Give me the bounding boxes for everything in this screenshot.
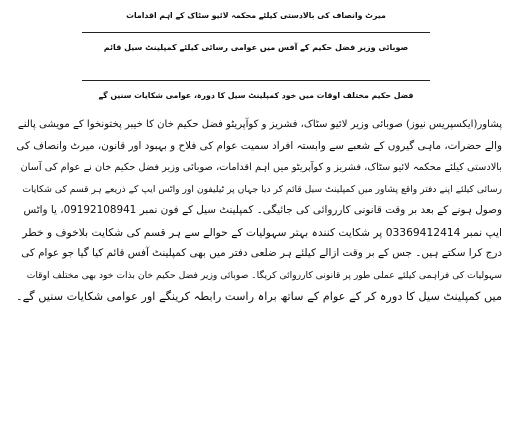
- body-line-9: میں کمپلینٹ سیل کا دورہ کر کے عوام کے ساتھ براہ راست رابطہ کرینگے اور عوامی شکایات سنیں گے۔: [15, 290, 502, 303]
- body-line-7: درج کرا سکتے ہیں۔ جس کے بر وقت ازالے کیلئے ہر ضلعی دفتر میں بھی کمپلینٹ آفس قائم کیا گیا جو عوام کی: [21, 247, 502, 259]
- body-line-8: سہولیات کی فراہمی کیلئے عملی طور پر قانونی کارروائی کریگا۔ صوبائی وزیر فضل حکیم خان بذات خود بھی مختلف اوقات: [26, 269, 502, 281]
- headline-divider-bottom: [82, 80, 430, 81]
- body-line-6: ایپ نمبر 03369412414 پر شکایت کنندہ بہتر سہولیات کے حوالے سے ہر قسم کی شکایت بلاخوف و خطر: [22, 225, 502, 239]
- headline-sub-2: فضل حکیم مختلف اوقات میں خود کمپلینٹ سیل کا دورہ، عوامی شکایات سنیں گے: [98, 91, 414, 100]
- body-line-4: رسائی کیلئے اپنے دفتر واقع پشاور میں کمپلینٹ سیل قائم کر دیا جہاں پر ٹیلیفون اور واٹس ایپ کے ذریعے ہر قسم کی شکایات: [22, 183, 502, 195]
- headline-main: میرٹ وانصاف کی بالادستی کیلئے محکمہ لائیو سٹاک کے اہم اقدامات: [126, 11, 386, 20]
- body-line-3: بالادستی کیلئے محکمہ لائیو سٹاک، فشریز و کوآپریٹو میں اہم اقدامات، صوبائی وزیر فضل حکیم خان نے عوام کی آسان: [20, 162, 502, 173]
- headline-sub-1: صوبائی وزیر فضل حکیم کے آفس میں عوامی رسائی کیلئے کمپلینٹ سیل قائم: [103, 43, 409, 52]
- headline-divider-top: [82, 32, 430, 33]
- body-line-2: والے حضرات، ماہی گیروں کے شعبے سے وابستہ افراد سمیت عوام کی فلاح و بہبود اور قانون، میرٹ وانصاف کی: [16, 139, 502, 152]
- body-line-1: پشاور(ایکسپریس نیوز) صوبائی وزیر لائیو سٹاک، فشریز و کوآپریٹو فضل حکیم خان کا خیبر پختونخوا کے مویشی پالنے: [17, 119, 502, 130]
- article-body: [12, 114, 502, 308]
- body-line-5: وصول ہونے کے بعد بر وقت قانونی کارروائی کی جائیگی۔ کمپلینٹ سیل کے فون نمبر 09192108941، یا واٹس: [23, 204, 502, 216]
